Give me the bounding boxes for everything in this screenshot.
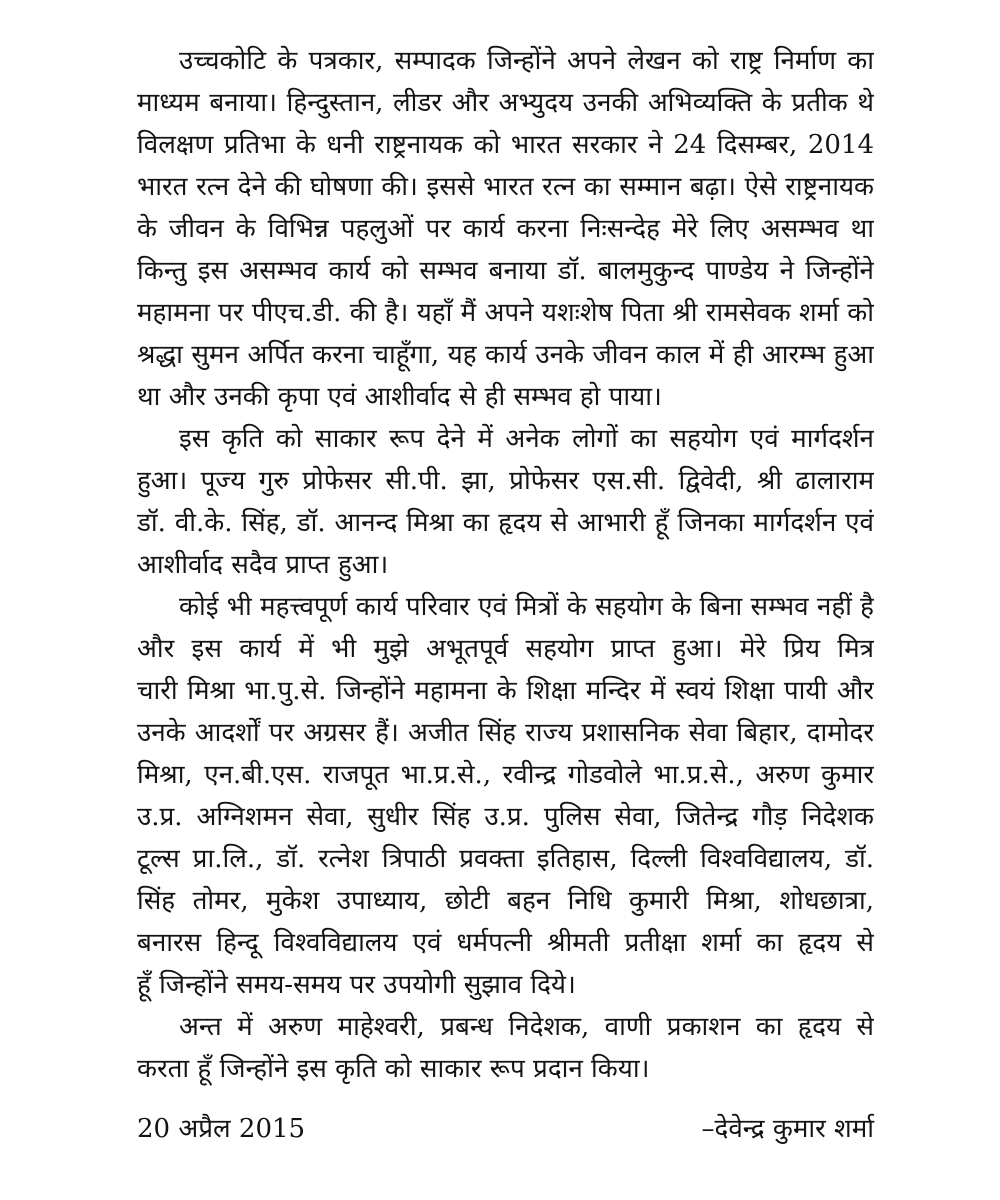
text-line: किन्तु इस असम्भव कार्य को सम्भव बनाया डॉ. बालमुकुन्द पाण्डेय ने जिन्होंने — [137, 256, 874, 286]
paragraph-2 — [137, 418, 874, 586]
text-line: सिंह तोमर, मुकेश उपाध्याय, छोटी बहन निधि कुमारी मिश्रा, शोधछात्रा, — [137, 886, 874, 916]
paragraph-4 — [137, 1006, 874, 1090]
text-line: उनके आदर्शों पर अग्रसर हैं। अजीत सिंह राज्य प्रशासनिक सेवा बिहार, दामोदर — [137, 718, 874, 748]
text-line: करता हूँ जिन्होंने इस कृति को साकार रूप प्रदान किया। — [137, 1054, 650, 1084]
text-line: विलक्षण प्रतिभा के धनी राष्ट्रनायक को भारत सरकार ने 24 दिसम्बर, 2014 — [137, 130, 874, 160]
text-line: था और उनकी कृपा एवं आशीर्वाद से ही सम्भव हो पाया। — [137, 382, 662, 412]
paragraph-1 — [137, 40, 874, 418]
text-line: श्रद्धा सुमन अर्पित करना चाहूँगा, यह कार्य उनके जीवन काल में ही आरम्भ हुआ — [137, 340, 874, 370]
text-line: आशीर्वाद सदैव प्राप्त हुआ। — [137, 550, 389, 580]
text-line: हूँ जिन्होंने समय-समय पर उपयोगी सुझाव दिये। — [137, 970, 576, 1000]
text-line: उ.प्र. अग्निशमन सेवा, सुधीर सिंह उ.प्र. पुलिस सेवा, जितेन्द्र गौड़ निदेशक — [137, 802, 874, 832]
paragraph-3 — [137, 586, 874, 1006]
footer-date: 20 अप्रैल 2015 — [137, 1114, 306, 1144]
text-line: कोई भी महत्त्वपूर्ण कार्य परिवार एवं मित्रों के सहयोग के बिना सम्भव नहीं है — [179, 592, 874, 622]
footer-signature: –देवेन्द्र कुमार शर्मा — [701, 1114, 874, 1144]
text-line: भारत रत्न देने की घोषणा की। इससे भारत रत्न का सम्मान बढ़ा। ऐसे राष्ट्रनायक — [137, 172, 874, 202]
text-line: अन्त में अरुण माहेश्वरी, प्रबन्ध निदेशक, वाणी प्रकाशन का हृदय से — [179, 1012, 874, 1042]
text-line: के जीवन के विभिन्न पहलुओं पर कार्य करना निःसन्देह मेरे लिए असम्भव था — [137, 214, 874, 244]
text-line: बनारस हिन्दू विश्वविद्यालय एवं धर्मपत्नी श्रीमती प्रतीक्षा शर्मा का हृदय से — [137, 928, 874, 958]
footer — [137, 1108, 874, 1150]
text-line: टूल्स प्रा.लि., डॉ. रत्नेश त्रिपाठी प्रवक्ता इतिहास, दिल्ली विश्वविद्यालय, डॉ. — [137, 844, 874, 874]
text-line: मिश्रा, एन.बी.एस. राजपूत भा.प्र.से., रवीन्द्र गोडवोले भा.प्र.से., अरुण कुमार — [137, 760, 874, 790]
text-line: माध्यम बनाया। हिन्दुस्तान, लीडर और अभ्युदय उनकी अभिव्यक्ति के प्रतीक थे — [137, 88, 874, 118]
text-line: हुआ। पूज्य गुरु प्रोफेसर सी.पी. झा, प्रोफेसर एस.सी. द्विवेदी, श्री ढालाराम — [137, 466, 874, 496]
body-text — [137, 40, 874, 1090]
text-line: डॉ. वी.के. सिंह, डॉ. आनन्द मिश्रा का हृदय से आभारी हूँ जिनका मार्गदर्शन एवं — [137, 508, 874, 538]
text-line: चारी मिश्रा भा.पु.से. जिन्होंने महामना के शिक्षा मन्दिर में स्वयं शिक्षा पायी और — [137, 676, 874, 706]
text-line: इस कृति को साकार रूप देने में अनेक लोगों का सहयोग एवं मार्गदर्शन — [179, 424, 874, 454]
text-line: और इस कार्य में भी मुझे अभूतपूर्व सहयोग प्राप्त हुआ। मेरे प्रिय मित्र — [137, 634, 874, 664]
text-line: उच्चकोटि के पत्रकार, सम्पादक जिन्होंने अपने लेखन को राष्ट्र निर्माण का — [179, 46, 874, 76]
text-line: महामना पर पीएच.डी. की है। यहाँ मैं अपने यशःशेष पिता श्री रामसेवक शर्मा को — [137, 298, 874, 328]
